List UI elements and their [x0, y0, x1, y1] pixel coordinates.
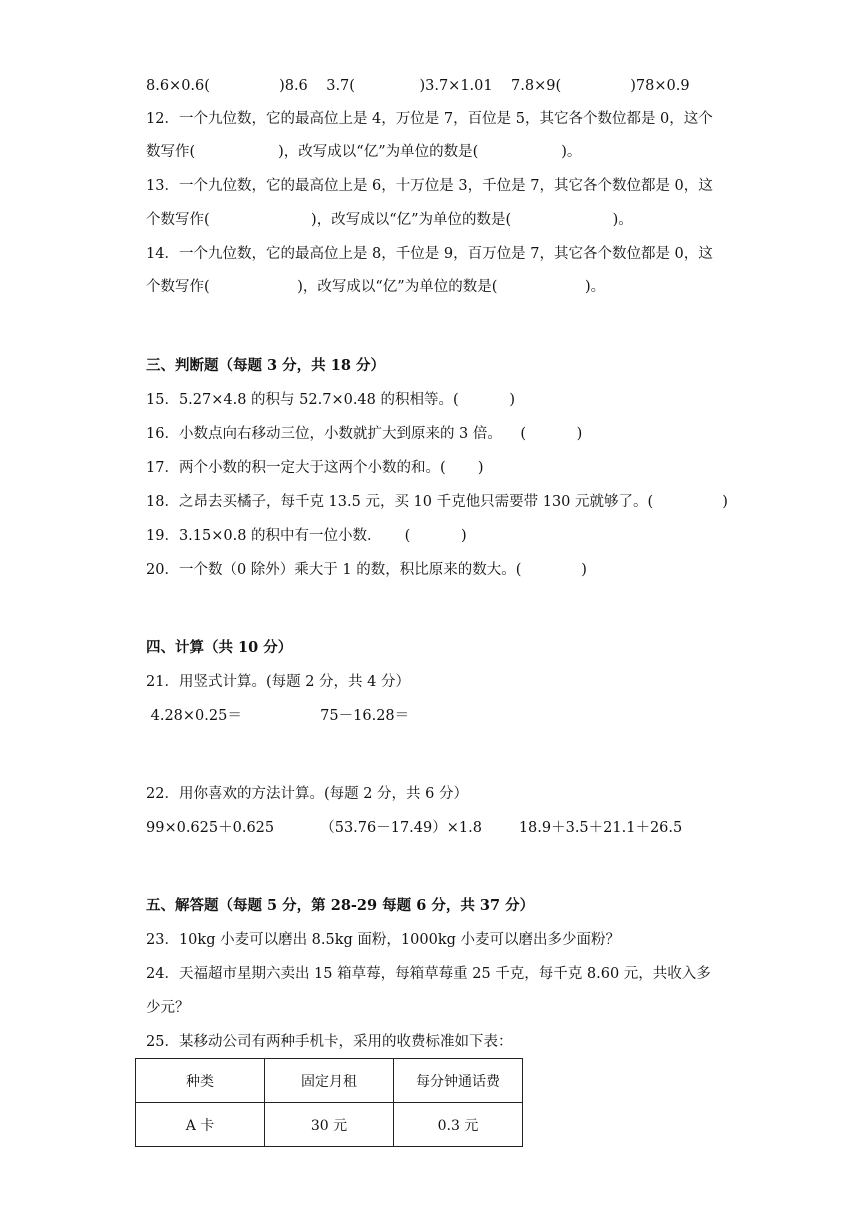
question-21: 21．用竖式计算。(每题 2 分，共 4 分） — [146, 674, 410, 690]
table-header-row — [136, 1059, 523, 1103]
question-18: 18．之昂去买橘子，每千克 13.5 元，买 10 千克他只需要带 130 元就够了。( ) — [146, 494, 728, 510]
table-cell: 0.3 元 — [394, 1103, 523, 1147]
table-header-cell: 固定月租 — [265, 1059, 394, 1103]
section-4-heading: 四、计算（共 10 分） — [146, 639, 293, 656]
question-14-cont: 个数写作( )，改写成以“亿”为单位的数是( )。 — [146, 279, 606, 295]
question-21-items: 4.28×0.25＝ 75－16.28＝ — [146, 708, 410, 724]
question-12-cont: 数写作( )，改写成以“亿”为单位的数是( )。 — [146, 144, 582, 160]
question-16: 16．小数点向右移动三位，小数就扩大到原来的 3 倍。 ( ) — [146, 426, 583, 442]
question-23: 23．10kg 小麦可以磨出 8.5kg 面粉，1000kg 小麦可以磨出多少面粉？ — [146, 932, 621, 948]
question-24: 24．天福超市星期六卖出 15 箱草莓，每箱草莓重 25 千克，每千克 8.60 元，共收入多 — [146, 966, 711, 982]
question-13-cont: 个数写作( )，改写成以“亿”为单位的数是( )。 — [146, 212, 633, 228]
question-22: 22．用你喜欢的方法计算。(每题 2 分，共 6 分） — [146, 786, 468, 802]
table-header-cell: 每分钟通话费 — [394, 1059, 523, 1103]
question-25: 25．某移动公司有两种手机卡，采用的收费标准如下表： — [146, 1034, 513, 1050]
table-header-cell: 种类 — [136, 1059, 265, 1103]
question-24-cont: 少元？ — [146, 1000, 190, 1016]
question-12: 12．一个九位数，它的最高位上是 4，万位是 7，百位是 5，其它各个数位都是 0，这个 — [146, 111, 713, 127]
question-19: 19．3.15×0.8 的积中有一位小数． ( ) — [146, 528, 467, 544]
question-22-items: 99×0.625＋0.625 （53.76－17.49）×1.8 18.9＋3.5＋21.1＋26.5 — [146, 820, 683, 836]
question-20: 20．一个数（0 除外）乘大于 1 的数，积比原来的数大。( ) — [146, 562, 587, 578]
section-5-heading: 五、解答题（每题 5 分，第 28-29 每题 6 分，共 37 分） — [146, 897, 535, 914]
question-15: 15．5.27×4.8 的积与 52.7×0.48 的积相等。( ) — [146, 392, 516, 408]
question-14: 14．一个九位数，它的最高位上是 8，千位是 9，百万位是 7，其它各个数位都是 0，这 — [146, 246, 713, 262]
section-3-heading: 三、判断题（每题 3 分，共 18 分） — [146, 357, 385, 374]
table-row — [136, 1103, 523, 1147]
question-17: 17．两个小数的积一定大于这两个小数的和。( ) — [146, 460, 484, 476]
question-13: 13．一个九位数，它的最高位上是 6，十万位是 3，千位是 7，其它各个数位都是 0，这 — [146, 178, 713, 194]
table-cell: A 卡 — [136, 1103, 265, 1147]
table-cell: 30 元 — [265, 1103, 394, 1147]
fee-table — [135, 1058, 523, 1147]
comparison-line: 8.6×0.6( )8.6 3.7( )3.7×1.01 7.8×9( )78×0.9 — [146, 78, 690, 94]
